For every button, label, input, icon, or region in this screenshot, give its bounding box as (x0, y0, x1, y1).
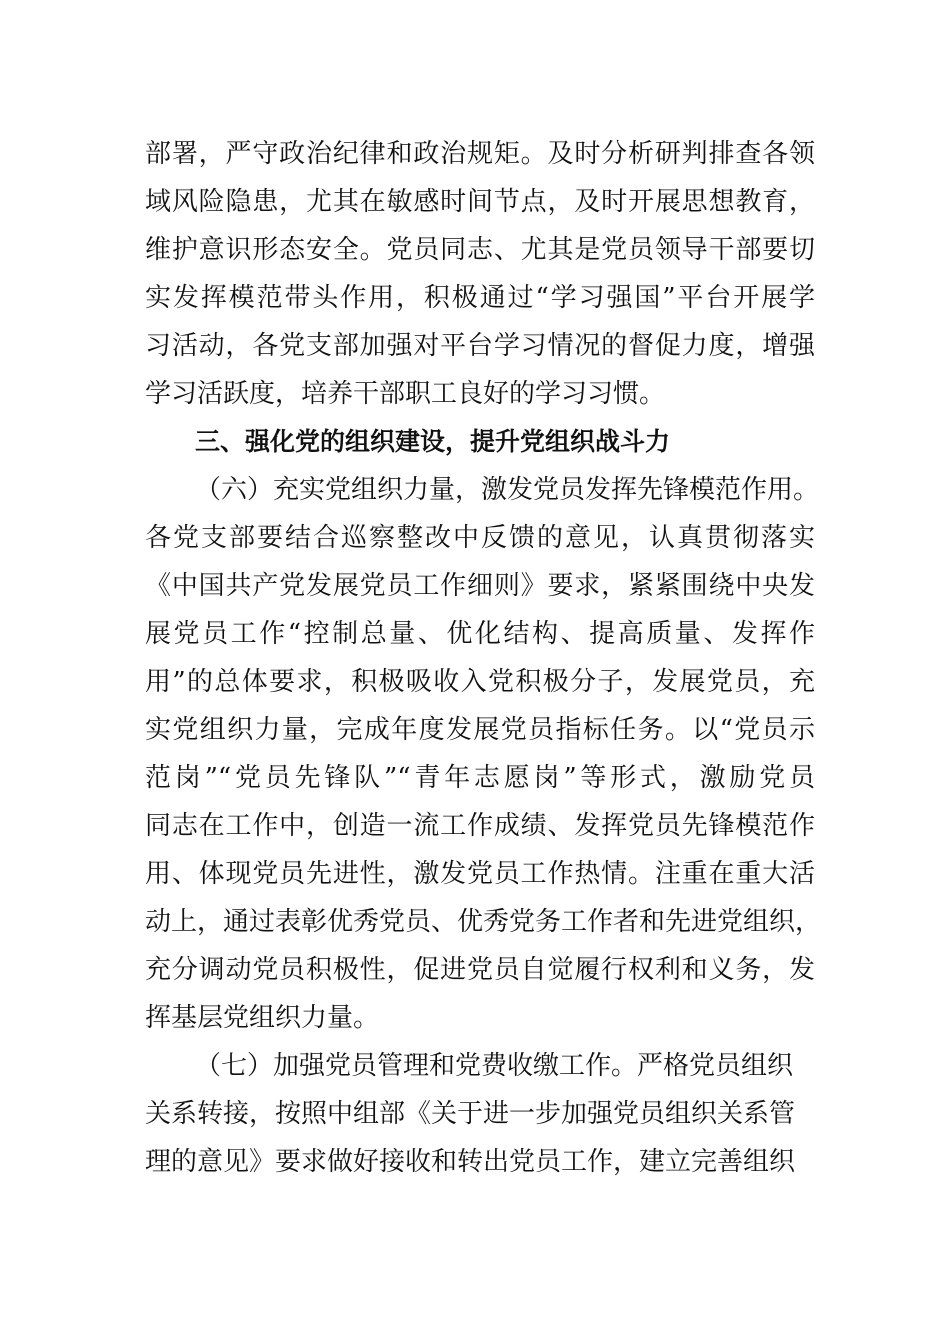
paragraph-1-line-6: 学习活跃度，培养干部职工良好的学习习惯。 (145, 379, 666, 409)
paragraph-2-line-12: 挥基层党组织力量。 (145, 1003, 380, 1033)
section-heading: 三、强化党的组织建设，提升党组织战斗力 (195, 427, 671, 456)
paragraph-2-line-6: 实党组织力量，完成年度发展党员指标任务。以“党员示 (145, 715, 815, 745)
paragraph-1-line-5: 习活动，各党支部加强对平台学习情况的督促力度，增强 (145, 331, 815, 361)
paragraph-3-line-2: 关系转接，按照中组部《关于进一步加强党员组织关系管 (145, 1099, 796, 1129)
paragraph-2-line-3: 《中国共产党发展党员工作细则》要求，紧紧围绕中央发 (145, 571, 815, 601)
paragraph-2-line-2: 各党支部要结合巡察整改中反馈的意见，认真贯彻落实 (145, 523, 815, 553)
paragraph-2-line-7: 范岗”“党员先锋队”“青年志愿岗”等形式，激励党员 (145, 763, 815, 793)
paragraph-2-line-8: 同志在工作中，创造一流工作成绩、发挥党员先锋模范作 (145, 811, 815, 841)
paragraph-2-line-10: 动上，通过表彰优秀党员、优秀党务工作者和先进党组织， (145, 907, 822, 937)
paragraph-3-line-1: （七）加强党员管理和党费收缴工作。严格党员组织 (195, 1051, 794, 1081)
paragraph-2-line-1: （六）充实党组织力量，激发党员发挥先锋模范作用。 (195, 475, 820, 505)
paragraph-2-line-11: 充分调动党员积极性，促进党员自觉履行权利和义务，发 (145, 955, 815, 985)
paragraph-2-line-5: 用”的总体要求，积极吸收入党积极分子，发展党员，充 (145, 667, 815, 697)
paragraph-1-line-1: 部署，严守政治纪律和政治规矩。及时分析研判排查各领 (145, 139, 815, 169)
paragraph-1-line-4: 实发挥模范带头作用，积极通过“学习强国”平台开展学 (145, 283, 815, 313)
paragraph-2-line-4: 展党员工作“控制总量、优化结构、提高质量、发挥作 (145, 619, 815, 649)
paragraph-2-line-9: 用、体现党员先进性，激发党员工作热情。注重在重大活 (145, 859, 815, 889)
paragraph-1-line-2: 域风险隐患，尤其在敏感时间节点，及时开展思想教育， (145, 187, 815, 217)
paragraph-1-line-3: 维护意识形态安全。党员同志、尤其是党员领导干部要切 (145, 235, 815, 265)
paragraph-3-line-3: 理的意见》要求做好接收和转出党员工作，建立完善组织 (145, 1147, 796, 1177)
